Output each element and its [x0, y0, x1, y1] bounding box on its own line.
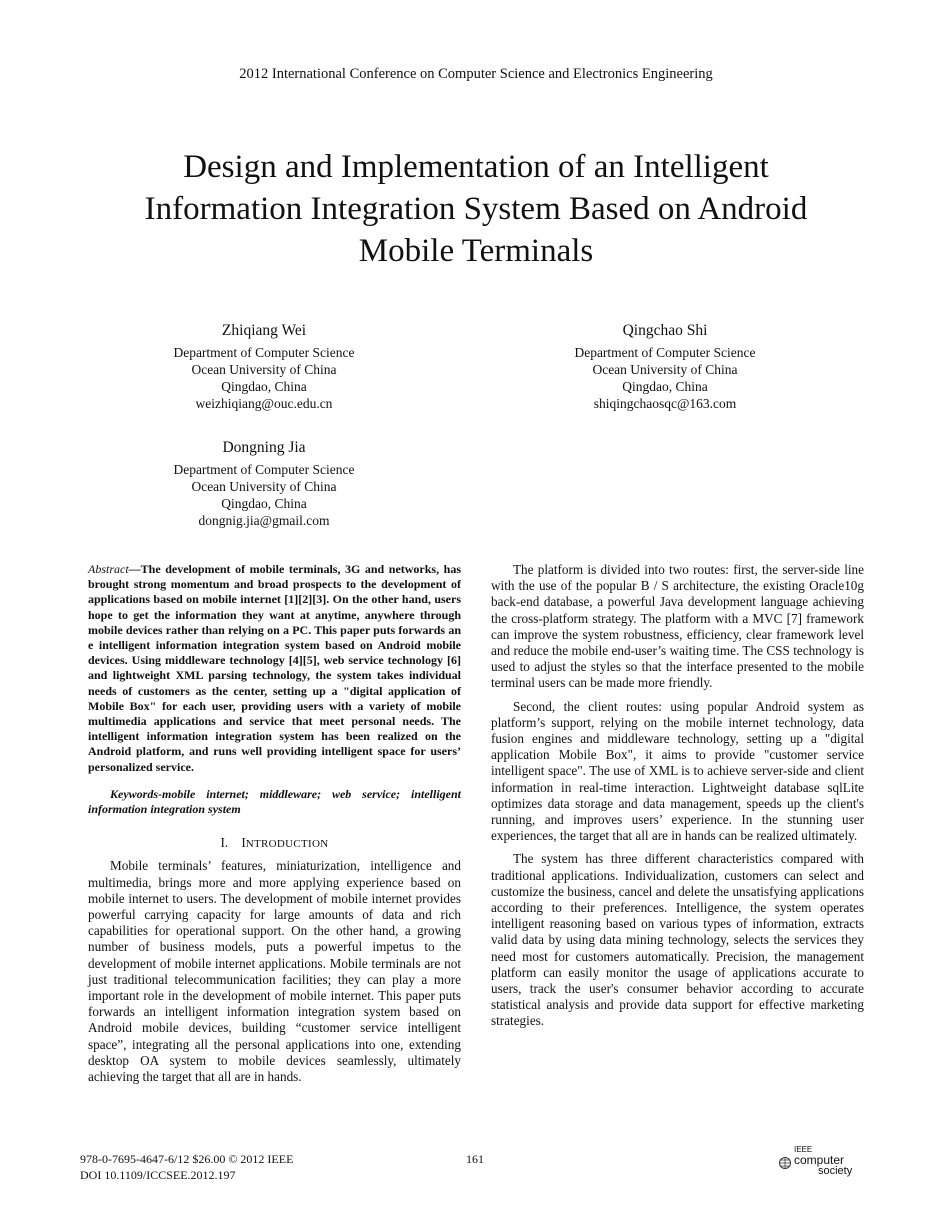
- author-city: Qingdao, China: [622, 379, 708, 394]
- author-univ: Ocean University of China: [191, 479, 337, 494]
- title-line: Information Integration System Based on Android: [144, 191, 808, 227]
- right-column: [491, 562, 864, 1037]
- body-paragraph: The platform is divided into two routes: first, the server-side line with the use of the popular B / S architecture, the existing Oracle10g back-end database, a powerful Java development language achieving the cross-platform strategy. The platform with a MVC [7] framework can improve the system robustness, efficiency, clear framework level and reduce the mobile end-user’s waiting time. The CSS technology is used to adjust the styles so that the interface presented to the mobile terminal users can be made more friendly.: [491, 562, 864, 691]
- footer-isbn: 978-0-7695-4647-6/12 $26.00 © 2012 IEEE: [80, 1152, 294, 1166]
- paper-title: [100, 146, 852, 272]
- author-email: dongnig.jia@gmail.com: [198, 513, 330, 528]
- author-email: weizhiqiang@ouc.edu.cn: [195, 396, 333, 411]
- body-paragraph: The system has three different characteristics compared with traditional applications. Individualization, customers can select and customize the business, cancel and delete the unsatisfying applications according to their preferences. Intelligence, the system operates intelligent reasoning based on various types of information, extracts valid data by using data mining technology, selects the services they need most for customers automatically. Precision, the management platform can easily monitor the usage of applications accurate to users, track the user's consumer behavior according to accurate statistical analysis and provide data support for effective marketing strategies.: [491, 851, 864, 1029]
- author-block-3: [114, 439, 414, 529]
- author-city: Qingdao, China: [221, 379, 307, 394]
- section-first-letter: I: [241, 835, 246, 851]
- footer-doi: DOI 10.1109/ICCSEE.2012.197: [80, 1167, 236, 1182]
- section-number: I.: [220, 835, 229, 851]
- logo-line-computer: computer: [794, 1153, 845, 1167]
- logo-line-ieee: IEEE: [794, 1145, 813, 1154]
- author-dept: Department of Computer Science: [173, 462, 355, 477]
- ieee-computer-society-logo: [778, 1146, 868, 1180]
- author-dept: Department of Computer Science: [574, 345, 756, 360]
- author-name: Zhiqiang Wei: [221, 322, 307, 339]
- page-number: 161: [466, 1152, 484, 1166]
- abstract-text: —The development of mobile terminals, 3G and networks, has brought strong momentum and broad prospects to the development of applications based on mobile internet [1][2][3]. On the other hand, users hope to get the information they want at anytime, anywhere through mobile devices rather than relying on a PC. This paper puts forwards an e intelligent information integration system based on Android mobile devices. Using middleware technology [4][5], web service technology [6] and lightweight XML parsing technology, the system takes individual needs of customers as the center, setting up a "digital application of Mobile Box" for each user, providing users with a variety of mobile multimedia applications and service that meet personal needs. The intelligent information integration system has been realized on the Android platform, and runs well providing intelligent space for users’ personalized service.: [88, 562, 461, 774]
- globe-icon: [778, 1156, 792, 1170]
- author-city: Qingdao, China: [221, 496, 307, 511]
- author-name: Qingchao Shi: [622, 322, 708, 339]
- author-block-1: [114, 322, 414, 412]
- logo-line-society: society: [818, 1165, 853, 1177]
- intro-paragraph: Mobile terminals’ features, miniaturization, intelligence and multimedia, brings more and more applying experience based on mobile internet to users. The development of mobile internet provides powerful carrying capacity for large amounts of data and rich capabilities for operational support. On the other hand, a growing number of business models, puts a powerful impetus to the development of mobile internet applications. Mobile terminals are not just traditional telecommunication facilities; they can play a more important role in the development of mobile internet. This paper puts forwards an intelligent information integration system based on Android mobile devices, building “customer service intelligent space”, integrating all the personal applications into one, extending desktop OA system to mobile devices seamlessly, ultimately achieving the target that all are in hands.: [88, 858, 461, 1085]
- keywords: Keywords-mobile internet; middleware; web service; intelligent information integration system: [88, 786, 461, 817]
- conference-header: 2012 International Conference on Computer Science and Electronics Engineering: [239, 66, 713, 82]
- author-block-2: [515, 322, 815, 412]
- title-line: Design and Implementation of an Intelligent: [183, 149, 769, 185]
- author-email: shiqingchaosqc@163.com: [593, 396, 737, 411]
- author-univ: Ocean University of China: [592, 362, 738, 377]
- author-univ: Ocean University of China: [191, 362, 337, 377]
- section-heading: [88, 835, 461, 852]
- footer-info: [80, 1152, 293, 1183]
- body-paragraph: Second, the client routes: using popular Android system as platform’s support, relying on the mobile internet technology, data fusion engines and middleware technology, setting up a "digital application Mobile Box", it aims to provide "customer service intelligent space". The use of XML is to achieve server-side and client information in real-time interaction. Lightweight database sqlLite optimizes data storage and data management, speeds up the client's running, and improves users’ experience. In the stunning user experiences, the target that all are in hands can be realized ultimately.: [491, 698, 864, 844]
- left-column: [88, 562, 461, 1092]
- author-dept: Department of Computer Science: [173, 345, 355, 360]
- section-title-rest: NTRODUCTION: [245, 838, 329, 851]
- author-name: Dongning Jia: [222, 439, 306, 456]
- title-line: Mobile Terminals: [358, 233, 594, 269]
- abstract-label: Abstract: [88, 562, 129, 576]
- abstract: [88, 562, 461, 775]
